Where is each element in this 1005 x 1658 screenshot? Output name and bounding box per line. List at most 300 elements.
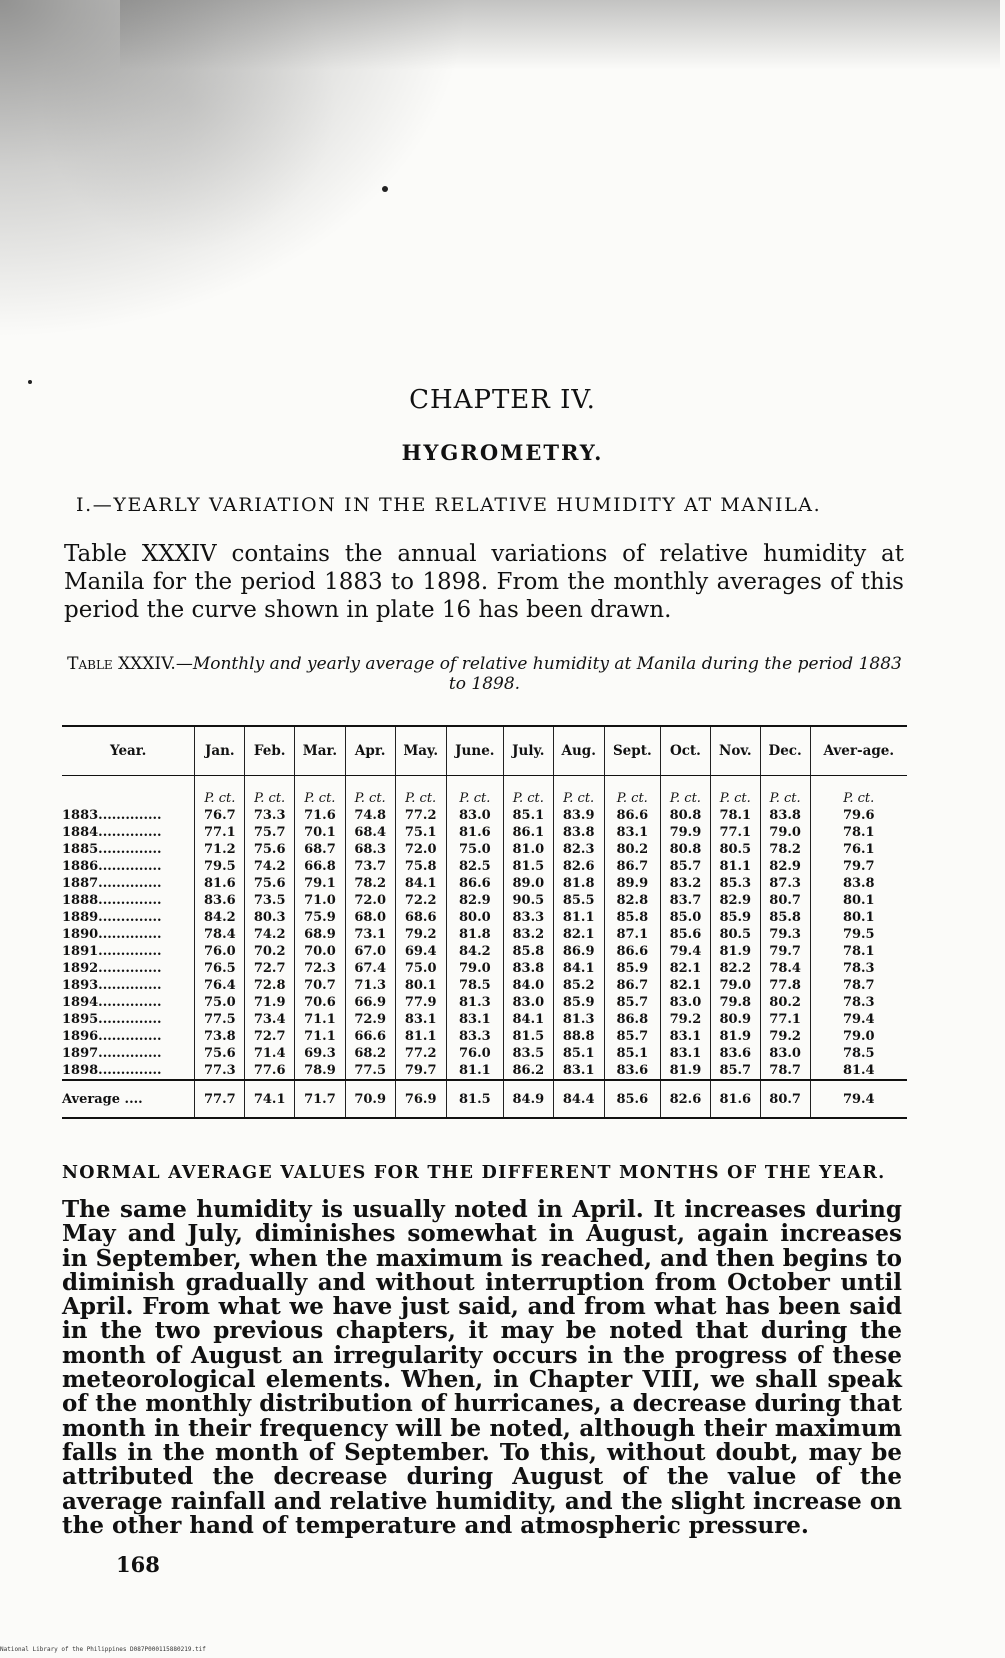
table-cell: 67.0 (345, 943, 395, 960)
table-cell: 87.3 (760, 875, 810, 892)
table-cell: 83.7 (660, 892, 710, 909)
table-cell: 83.1 (660, 1028, 710, 1045)
table-cell: 85.8 (604, 909, 660, 926)
table-cell: P. ct. (710, 776, 760, 808)
table-cell: 81.5 (503, 1028, 553, 1045)
table-cell: 78.7 (810, 977, 907, 994)
table-cell: 73.7 (345, 858, 395, 875)
table-cell: 75.6 (245, 841, 295, 858)
table-cell: 81.8 (446, 926, 503, 943)
table-cell: 68.4 (345, 824, 395, 841)
table-row (62, 892, 907, 909)
table-cell: 77.5 (195, 1011, 245, 1028)
row-label: 1888.............. (62, 893, 162, 908)
column-header: May. (395, 726, 446, 776)
table-cell: 83.0 (760, 1045, 810, 1062)
table-cell: 67.4 (345, 960, 395, 977)
table-cell: 83.2 (503, 926, 553, 943)
table-cell: 84.1 (395, 875, 446, 892)
table-cell: 70.1 (295, 824, 346, 841)
table-cell: 85.0 (660, 909, 710, 926)
table-cell: 79.2 (660, 1011, 710, 1028)
table-cell: 77.3 (195, 1062, 245, 1080)
table-cell: 81.6 (446, 824, 503, 841)
table-cell: 82.6 (553, 858, 604, 875)
table-cell: 79.4 (660, 943, 710, 960)
table-cell: P. ct. (245, 776, 295, 808)
table-row (62, 1011, 907, 1028)
table-cell: 83.1 (604, 824, 660, 841)
body-paragraph: The same humidity is usually noted in April. It increases during May and July, diminishes somewhat in August, again increases in September, when the maximum is reached, and then begins to diminish gradually and without interruption from October until April. From what we have just said, and from what has been said in the two previous chapters, it may be noted that during the month of August an irregularity occurs in the progress of these meteorological elements. When, in Chapter VIII, we shall speak of the monthly distribution of hurricanes, a decrease during that month in their frequency will be noted, although their maximum falls in the month of September. To this, without doubt, may be attributed the decrease during August of the value of the average rainfall and relative humidity, and the slight increase on the other hand of temperature and atmospheric pressure. (62, 1196, 902, 1539)
table-cell: P. ct. (395, 776, 446, 808)
table-cell: 69.3 (295, 1045, 346, 1062)
column-header: July. (503, 726, 553, 776)
table-cell: 79.4 (810, 1011, 907, 1028)
table-cell: 82.9 (710, 892, 760, 909)
table-cell: 71.6 (295, 807, 346, 824)
table-cell: 85.9 (604, 960, 660, 977)
table-cell: 75.0 (195, 994, 245, 1011)
table-cell: 69.4 (395, 943, 446, 960)
table-cell: 79.7 (810, 858, 907, 875)
table-cell: 75.7 (245, 824, 295, 841)
table-cell: 75.6 (195, 1045, 245, 1062)
table-cell: 72.7 (245, 960, 295, 977)
column-header: Feb. (245, 726, 295, 776)
table-cell: 77.1 (195, 824, 245, 841)
column-header: Dec. (760, 726, 810, 776)
intro-paragraph: Table XXXIV contains the annual variations of relative humidity at Manila for the period 1883 to 1898. From the monthly averages of this period the curve shown in plate 16 has been drawn. (64, 541, 904, 623)
table-row (62, 841, 907, 858)
table-cell: 86.7 (604, 977, 660, 994)
table-cell: 85.8 (503, 943, 553, 960)
table-cell: 82.1 (553, 926, 604, 943)
table-cell: 75.8 (395, 858, 446, 875)
page-number: 168 (116, 1552, 160, 1577)
table-cell: 74.8 (345, 807, 395, 824)
table-cell: 86.7 (604, 858, 660, 875)
table-cell: 83.0 (503, 994, 553, 1011)
scan-dot (382, 186, 388, 192)
table-row (62, 994, 907, 1011)
table-cell: 78.5 (446, 977, 503, 994)
section-heading: I.—YEARLY VARIATION IN THE RELATIVE HUMIDITY AT MANILA. (76, 494, 822, 516)
table-cell: 87.1 (604, 926, 660, 943)
table-cell: 81.1 (710, 858, 760, 875)
table-cell: 79.7 (760, 943, 810, 960)
table-cell: 85.7 (660, 858, 710, 875)
table-cell: 77.5 (345, 1062, 395, 1080)
table-cell: 72.2 (395, 892, 446, 909)
table-cell: 85.9 (710, 909, 760, 926)
column-header: Oct. (660, 726, 710, 776)
table-cell: 85.6 (604, 1080, 660, 1118)
table-row (62, 807, 907, 824)
table-cell: 85.7 (604, 994, 660, 1011)
table-cell: 83.8 (810, 875, 907, 892)
table-cell: 82.3 (553, 841, 604, 858)
table-cell: 68.3 (345, 841, 395, 858)
table-cell: 84.2 (446, 943, 503, 960)
row-label: 1894.............. (62, 995, 162, 1010)
table-cell: 79.2 (760, 1028, 810, 1045)
table-cell: 81.6 (195, 875, 245, 892)
row-label: 1890.............. (62, 927, 162, 942)
table-cell: P. ct. (446, 776, 503, 808)
row-label: 1896.............. (62, 1029, 162, 1044)
table-cell: 85.3 (710, 875, 760, 892)
table-cell: 75.9 (295, 909, 346, 926)
table-cell: P. ct. (295, 776, 346, 808)
table-row (62, 875, 907, 892)
table-cell: 85.5 (553, 892, 604, 909)
table-cell: 70.9 (345, 1080, 395, 1118)
table-cell: 83.3 (446, 1028, 503, 1045)
table-cell: 83.1 (446, 1011, 503, 1028)
table-cell: 73.8 (195, 1028, 245, 1045)
table-cell: 79.9 (660, 824, 710, 841)
table-row (62, 1045, 907, 1062)
table-cell: 72.0 (395, 841, 446, 858)
row-label: 1893.............. (62, 978, 162, 993)
table-cell: 81.6 (710, 1080, 760, 1118)
table-cell: 86.6 (446, 875, 503, 892)
table-cell: 70.0 (295, 943, 346, 960)
table-cell: 80.7 (760, 1080, 810, 1118)
table-cell: 85.1 (604, 1045, 660, 1062)
table-cell: 68.0 (345, 909, 395, 926)
row-label: 1895.............. (62, 1012, 162, 1027)
row-label: 1886.............. (62, 859, 162, 874)
row-label: 1885.............. (62, 842, 162, 857)
table-cell: 81.4 (810, 1062, 907, 1080)
row-label: 1892.............. (62, 961, 162, 976)
table-cell: P. ct. (195, 776, 245, 808)
table-row (62, 960, 907, 977)
table-cell: 79.3 (760, 926, 810, 943)
table-cell: 82.1 (660, 960, 710, 977)
table-cell: 80.8 (660, 807, 710, 824)
table-cell: 83.6 (604, 1062, 660, 1080)
table-cell: 88.8 (553, 1028, 604, 1045)
table-cell: 79.1 (295, 875, 346, 892)
table-row (62, 977, 907, 994)
table-cell: 80.2 (760, 994, 810, 1011)
table-cell: 76.5 (195, 960, 245, 977)
table-cell: 86.6 (604, 943, 660, 960)
table-cell: 85.8 (760, 909, 810, 926)
table-cell: 86.1 (503, 824, 553, 841)
table-cell: 83.8 (760, 807, 810, 824)
table-cell: 81.9 (710, 943, 760, 960)
row-label: 1898.............. (62, 1063, 162, 1078)
table-cell: 77.6 (245, 1062, 295, 1080)
table-cell: 81.1 (446, 1062, 503, 1080)
table-cell: 81.5 (446, 1080, 503, 1118)
column-header-year: Year. (62, 726, 195, 776)
table-cell: 74.2 (245, 926, 295, 943)
table-cell: 75.0 (395, 960, 446, 977)
table-cell: P. ct. (660, 776, 710, 808)
table-cell: 71.9 (245, 994, 295, 1011)
table-cell: 83.6 (710, 1045, 760, 1062)
table-cell: 83.8 (553, 824, 604, 841)
table-cell: 85.1 (553, 1045, 604, 1062)
table-cell: 84.9 (503, 1080, 553, 1118)
table-cell: 82.2 (710, 960, 760, 977)
table-row (62, 1028, 907, 1045)
table-cell: 78.2 (345, 875, 395, 892)
table-cell: 82.8 (604, 892, 660, 909)
table-cell: 81.9 (660, 1062, 710, 1080)
table-cell: 86.6 (604, 807, 660, 824)
table-cell: 75.6 (245, 875, 295, 892)
table-cell: 83.9 (553, 807, 604, 824)
chapter-subtitle: HYGROMETRY. (401, 440, 604, 465)
chapter-title: CHAPTER IV. (409, 385, 596, 415)
table-row (62, 1062, 907, 1080)
table-cell: 86.2 (503, 1062, 553, 1080)
row-label: 1884.............. (62, 825, 162, 840)
table-caption-label: Table XXXIV.— (67, 654, 193, 674)
table-cell: 83.1 (660, 1045, 710, 1062)
table-caption-text: Monthly and yearly average of relative humidity at Manila during the period 1883 to 1898. (192, 654, 902, 694)
table-cell: P. ct. (553, 776, 604, 808)
table-cell: 81.0 (503, 841, 553, 858)
table-cell: 83.2 (660, 875, 710, 892)
table-cell: 82.1 (660, 977, 710, 994)
table-cell: 71.1 (295, 1011, 346, 1028)
table-cell: 72.0 (345, 892, 395, 909)
column-header: Mar. (295, 726, 346, 776)
table-cell: 76.4 (195, 977, 245, 994)
table-cell: 83.6 (195, 892, 245, 909)
table-cell: 81.3 (446, 994, 503, 1011)
table-cell: 82.9 (760, 858, 810, 875)
table-cell: 83.0 (660, 994, 710, 1011)
row-label: 1883.............. (62, 808, 162, 823)
table-cell: 71.1 (295, 1028, 346, 1045)
table-cell: 85.9 (553, 994, 604, 1011)
table-cell: 80.2 (604, 841, 660, 858)
table-cell: 83.8 (503, 960, 553, 977)
table-cell: 78.1 (810, 943, 907, 960)
row-label: 1897.............. (62, 1046, 162, 1061)
row-label: 1889.............. (62, 910, 162, 925)
table-cell: 76.9 (395, 1080, 446, 1118)
table-cell: 75.1 (395, 824, 446, 841)
table-cell: 82.6 (660, 1080, 710, 1118)
table-cell: 66.9 (345, 994, 395, 1011)
table-cell: 71.7 (295, 1080, 346, 1118)
table-cell: 74.2 (245, 858, 295, 875)
table-cell: 82.5 (446, 858, 503, 875)
table-cell: 84.4 (553, 1080, 604, 1118)
table-cell: 84.2 (195, 909, 245, 926)
table-cell: 78.1 (710, 807, 760, 824)
table-cell: 89.0 (503, 875, 553, 892)
column-header: June. (446, 726, 503, 776)
table-cell: 74.1 (245, 1080, 295, 1118)
table-cell: 71.2 (195, 841, 245, 858)
table-cell: 80.1 (810, 909, 907, 926)
table-cell: 78.4 (195, 926, 245, 943)
table-cell: 77.8 (760, 977, 810, 994)
table-row (62, 909, 907, 926)
table-cell: 72.7 (245, 1028, 295, 1045)
table-cell: 77.9 (395, 994, 446, 1011)
table-cell: 80.1 (395, 977, 446, 994)
table-cell: 79.2 (395, 926, 446, 943)
average-row (62, 1080, 907, 1118)
table-cell: 73.4 (245, 1011, 295, 1028)
table-cell: 80.3 (245, 909, 295, 926)
table-cell: 79.6 (810, 807, 907, 824)
table-cell: 70.6 (295, 994, 346, 1011)
table-cell: 73.5 (245, 892, 295, 909)
table-header-row (62, 726, 907, 776)
table-cell: 68.6 (395, 909, 446, 926)
table-cell: 85.2 (553, 977, 604, 994)
table-cell: 68.7 (295, 841, 346, 858)
column-header: Aug. (553, 726, 604, 776)
row-label: 1891.............. (62, 944, 162, 959)
table-cell: 77.1 (760, 1011, 810, 1028)
table-cell: 80.5 (710, 841, 760, 858)
table-cell: 76.0 (195, 943, 245, 960)
table-cell: 83.3 (503, 909, 553, 926)
table-cell: 66.6 (345, 1028, 395, 1045)
table-cell: 73.1 (345, 926, 395, 943)
table-row (62, 943, 907, 960)
table-cell: 78.3 (810, 960, 907, 977)
table-caption (62, 654, 907, 694)
normal-values-heading: NORMAL AVERAGE VALUES FOR THE DIFFERENT MONTHS OF THE YEAR. (62, 1163, 886, 1183)
table-cell: 81.1 (395, 1028, 446, 1045)
table-cell: 79.4 (810, 1080, 907, 1118)
unit-row (62, 776, 907, 808)
table-cell: 79.0 (710, 977, 760, 994)
table-cell: 82.9 (446, 892, 503, 909)
table-cell: 77.2 (395, 1045, 446, 1062)
table-cell: 68.9 (295, 926, 346, 943)
table-cell: 85.6 (660, 926, 710, 943)
row-label: Average .... (62, 1080, 195, 1118)
table-cell: 73.3 (245, 807, 295, 824)
table-cell: P. ct. (503, 776, 553, 808)
table-cell: 85.7 (710, 1062, 760, 1080)
table-cell: 81.8 (553, 875, 604, 892)
table-cell: 70.2 (245, 943, 295, 960)
table-row (62, 858, 907, 875)
table-cell: 85.1 (503, 807, 553, 824)
table-row (62, 824, 907, 841)
row-label (62, 776, 195, 808)
column-header: Aver-age. (810, 726, 907, 776)
table-cell: 76.0 (446, 1045, 503, 1062)
humidity-table (62, 725, 907, 1119)
column-header: Jan. (195, 726, 245, 776)
table-cell: 86.9 (553, 943, 604, 960)
table-cell: 84.1 (553, 960, 604, 977)
table-cell: 78.2 (760, 841, 810, 858)
table-cell: 70.7 (295, 977, 346, 994)
table-cell: 75.0 (446, 841, 503, 858)
table-cell: 79.0 (446, 960, 503, 977)
table-cell: 66.8 (295, 858, 346, 875)
table-cell: 76.1 (810, 841, 907, 858)
table-cell: 77.2 (395, 807, 446, 824)
table-cell: 80.7 (760, 892, 810, 909)
table-cell: 78.1 (810, 824, 907, 841)
table-cell: 81.5 (503, 858, 553, 875)
table-cell: P. ct. (345, 776, 395, 808)
table-cell: 81.3 (553, 1011, 604, 1028)
table-cell: 77.7 (195, 1080, 245, 1118)
table-cell: 85.7 (604, 1028, 660, 1045)
table-cell: 80.8 (660, 841, 710, 858)
table-cell: 79.8 (710, 994, 760, 1011)
table-cell: 81.9 (710, 1028, 760, 1045)
table-cell: 83.1 (395, 1011, 446, 1028)
table-cell: 80.0 (446, 909, 503, 926)
table-cell: 79.5 (810, 926, 907, 943)
table-cell: 83.1 (553, 1062, 604, 1080)
table-cell: 79.5 (195, 858, 245, 875)
table-cell: 83.0 (446, 807, 503, 824)
column-header: Apr. (345, 726, 395, 776)
table-cell: 72.8 (245, 977, 295, 994)
table-cell: 72.9 (345, 1011, 395, 1028)
column-header: Sept. (604, 726, 660, 776)
table-cell: 78.3 (810, 994, 907, 1011)
table-cell: 78.4 (760, 960, 810, 977)
table-cell: P. ct. (810, 776, 907, 808)
table-cell: 79.7 (395, 1062, 446, 1080)
table-cell: 81.1 (553, 909, 604, 926)
table-cell: 78.5 (810, 1045, 907, 1062)
table-cell: P. ct. (760, 776, 810, 808)
table-cell: 76.7 (195, 807, 245, 824)
table-cell: P. ct. (604, 776, 660, 808)
table-cell: 79.0 (760, 824, 810, 841)
scan-footer: National Library of the Philippines D087P000115880219.tif (0, 1646, 206, 1653)
row-label: 1887.............. (62, 876, 162, 891)
table-cell: 71.3 (345, 977, 395, 994)
column-header: Nov. (710, 726, 760, 776)
table-cell: 89.9 (604, 875, 660, 892)
table-cell: 84.1 (503, 1011, 553, 1028)
table-cell: 78.9 (295, 1062, 346, 1080)
scan-dot (28, 380, 32, 384)
table-cell: 80.1 (810, 892, 907, 909)
table-cell: 77.1 (710, 824, 760, 841)
table-cell: 83.5 (503, 1045, 553, 1062)
table-cell: 80.9 (710, 1011, 760, 1028)
table-cell: 71.4 (245, 1045, 295, 1062)
table-cell: 90.5 (503, 892, 553, 909)
table-cell: 84.0 (503, 977, 553, 994)
table-cell: 80.5 (710, 926, 760, 943)
table-cell: 71.0 (295, 892, 346, 909)
table-cell: 78.7 (760, 1062, 810, 1080)
table-cell: 68.2 (345, 1045, 395, 1062)
table-cell: 79.0 (810, 1028, 907, 1045)
table-row (62, 926, 907, 943)
table-cell: 86.8 (604, 1011, 660, 1028)
scan-noise-top (120, 0, 1000, 70)
table-cell: 72.3 (295, 960, 346, 977)
